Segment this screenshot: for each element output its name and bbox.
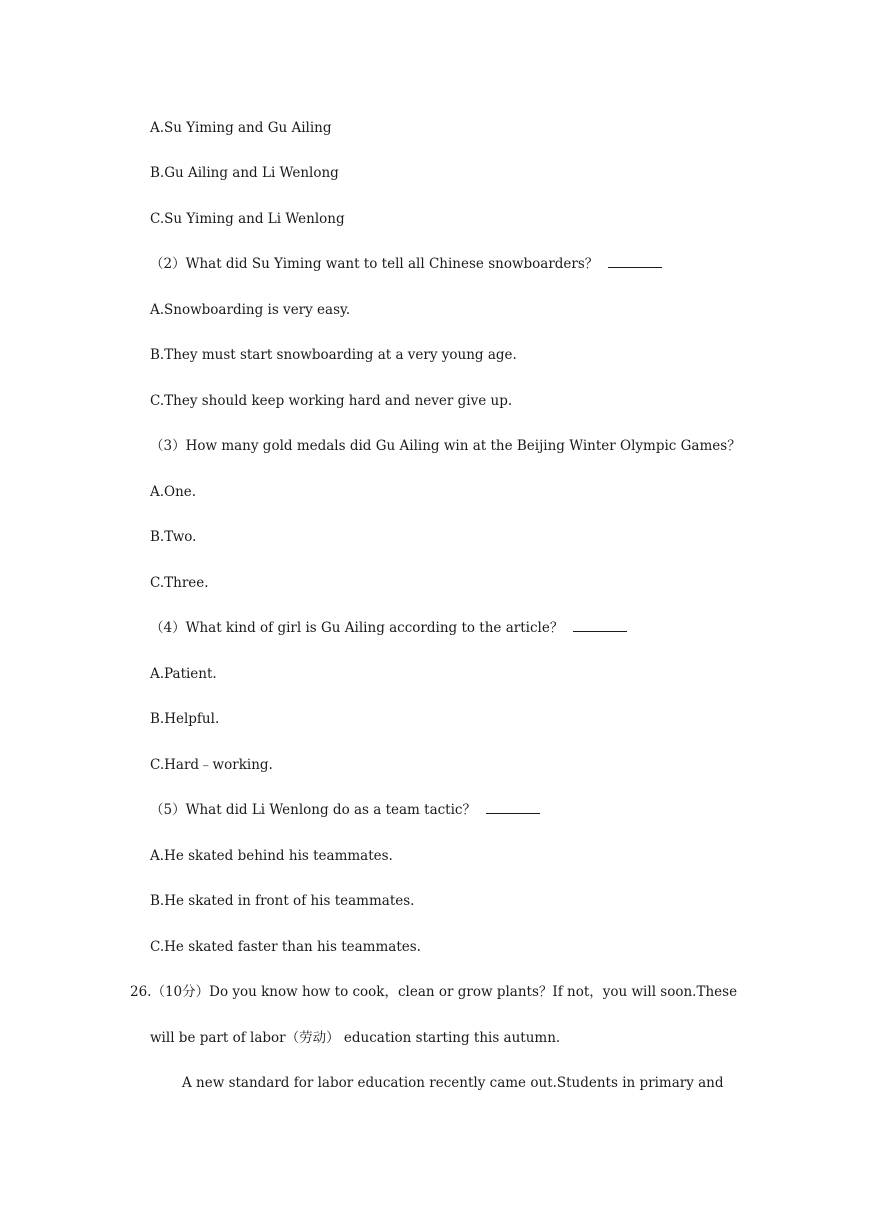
q4-option-b: B.Helpful. xyxy=(150,711,220,727)
q3-question: （3）How many gold medals did Gu Ailing win at the Beijing Winter Olympic Games？ xyxy=(150,438,741,454)
q3-option-c: C.Three. xyxy=(150,575,209,591)
q26-line-2: will be part of labor（劳动） education starting this autumn. xyxy=(150,1030,561,1046)
q4-option-c: C.Hard﹣working. xyxy=(150,757,273,773)
q4-question-text: （4）What kind of girl is Gu Ailing according to the article？ xyxy=(150,620,564,636)
q2-option-c: C.They should keep working hard and never give up. xyxy=(150,393,513,409)
q2-question-text: （2）What did Su Yiming want to tell all Chinese snowboarders？ xyxy=(150,256,599,272)
answer-blank xyxy=(608,255,662,268)
q5-option-b: B.He skated in front of his teammates. xyxy=(150,893,415,909)
q2-option-b: B.They must start snowboarding at a very young age. xyxy=(150,347,517,363)
q1-option-c: C.Su Yiming and Li Wenlong xyxy=(150,211,345,227)
q4-option-a: A.Patient. xyxy=(150,666,217,682)
q5-question xyxy=(150,801,540,819)
q4-question xyxy=(150,619,627,637)
q2-option-a: A.Snowboarding is very easy. xyxy=(150,302,351,318)
q3-option-b: B.Two. xyxy=(150,529,197,545)
q26-line-3: A new standard for labor education recently came out.Students in primary and xyxy=(182,1075,724,1091)
q5-question-text: （5）What did Li Wenlong do as a team tactic？ xyxy=(150,802,476,818)
answer-blank xyxy=(486,801,540,814)
q2-question xyxy=(150,255,662,273)
answer-blank xyxy=(573,619,627,632)
q26-line-1: 26.（10分）Do you know how to cook，clean or grow plants？If not，you will soon.These xyxy=(130,984,738,1000)
q1-option-b: B.Gu Ailing and Li Wenlong xyxy=(150,165,339,181)
q5-option-a: A.He skated behind his teammates. xyxy=(150,848,393,864)
q1-option-a: A.Su Yiming and Gu Ailing xyxy=(150,120,332,136)
q3-option-a: A.One. xyxy=(150,484,197,500)
q5-option-c: C.He skated faster than his teammates. xyxy=(150,939,421,955)
